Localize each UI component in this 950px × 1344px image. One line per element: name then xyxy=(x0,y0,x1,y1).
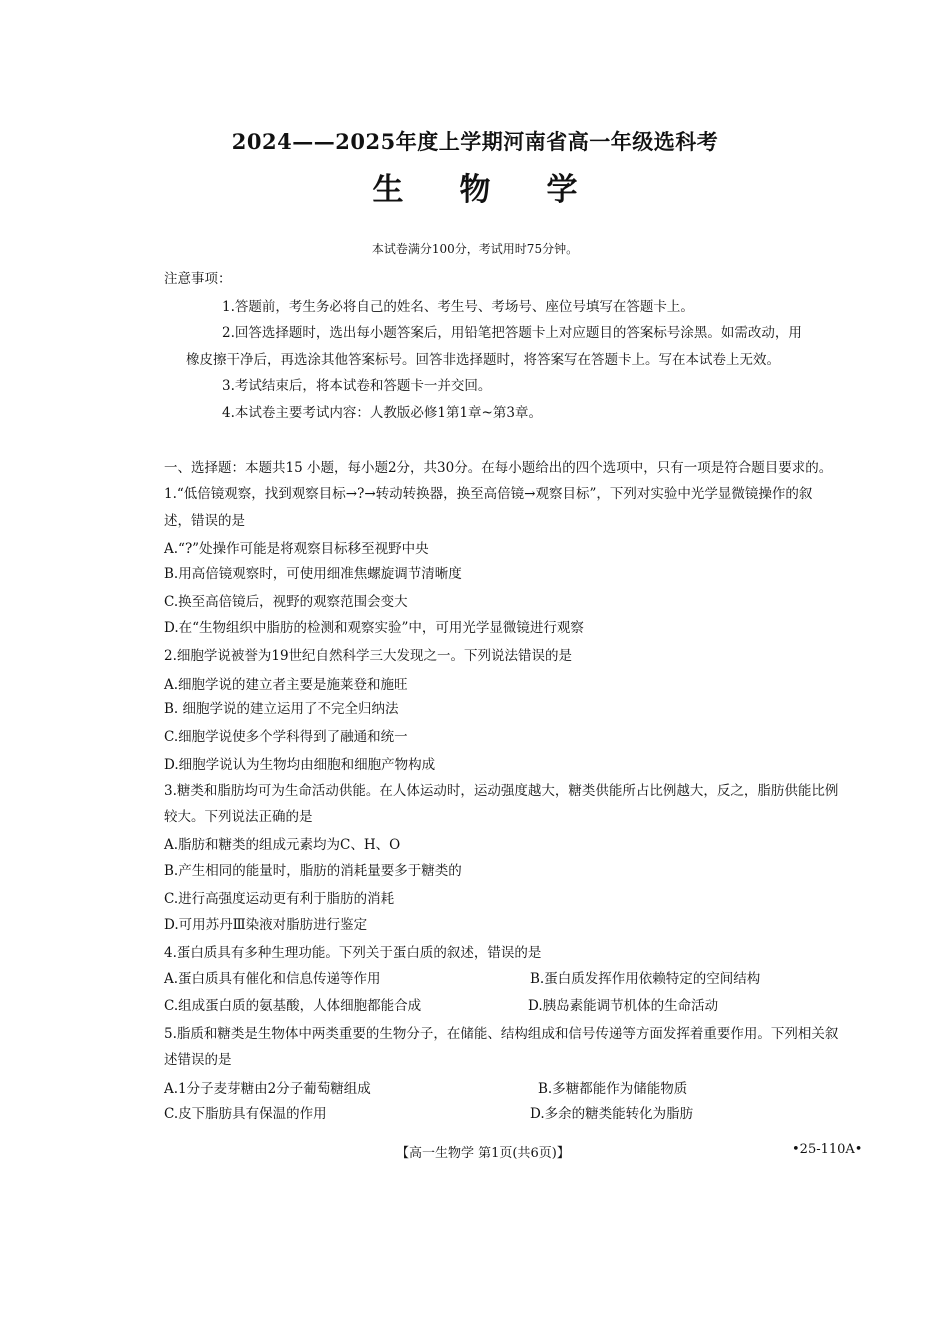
notice-item: 1.答题前，考生务必将自己的姓名、考生号、考场号、座位号填写在答题卡上。 xyxy=(222,299,694,315)
question-stem: 述错误的是 xyxy=(164,1052,232,1068)
exam-intro: 本试卷满分100分，考试用时75分钟。 xyxy=(371,242,579,256)
page-footer: 【高一生物学 第1页(共6页)】 xyxy=(396,1146,570,1161)
option: D.细胞学说认为生物均由细胞和细胞产物构成 xyxy=(164,757,436,773)
option: C.组成蛋白质的氨基酸，人体细胞都能合成 xyxy=(164,998,422,1014)
question-stem: 2.细胞学说被誉为19世纪自然科学三大发现之一。下列说法错误的是 xyxy=(164,648,573,664)
option: B.产生相同的能量时，脂肪的消耗量要多于糖类的 xyxy=(164,863,462,879)
question-stem: 述，错误的是 xyxy=(164,513,245,529)
subject-char: 学 xyxy=(546,172,578,208)
question-stem: 1.“低倍镜观察，找到观察目标→?→转动转换器，换至高倍镜→观察目标”，下列对实验中光学显微镜操作的叙 xyxy=(164,486,813,502)
option: D.在“生物组织中脂肪的检测和观察实验”中，可用光学显微镜进行观察 xyxy=(164,620,584,636)
subject-heading xyxy=(0,164,950,209)
option: B.蛋白质发挥作用依赖特定的空间结构 xyxy=(530,971,761,987)
option: C.细胞学说使多个学科得到了融通和统一 xyxy=(164,729,408,745)
section-heading: 一、选择题：本题共15 小题，每小题2分，共30分。在每小题给出的四个选项中，只有一项是符合题目要求的。 xyxy=(164,460,833,476)
option: D.可用苏丹Ⅲ染液对脂肪进行鉴定 xyxy=(164,917,368,933)
option: A.1分子麦芽糖由2分子葡萄糖组成 xyxy=(164,1081,371,1097)
notice-item: 3.考试结束后，将本试卷和答题卡一并交回。 xyxy=(222,378,492,394)
option: B. 细胞学说的建立运用了不完全归纳法 xyxy=(164,701,399,717)
option: C.换至高倍镜后，视野的观察范围会变大 xyxy=(164,594,408,610)
option: D.多余的糖类能转化为脂肪 xyxy=(530,1106,694,1122)
notice-item: 橡皮擦干净后，再选涂其他答案标号。回答非选择题时，将答案写在答题卡上。写在本试卷上无效。 xyxy=(186,352,780,368)
option: A.“?”处操作可能是将观察目标移至视野中央 xyxy=(164,541,429,557)
exam-title: 2024——2025年度上学期河南省高一年级选科考 xyxy=(231,129,719,154)
notice-item: 4.本试卷主要考试内容：人教版必修1第1章~第3章。 xyxy=(222,405,542,421)
question-stem: 3.糖类和脂肪均可为生命活动供能。在人体运动时，运动强度越大，糖类供能所占比例越大，反之，脂肪供能比例 xyxy=(164,783,839,799)
subject-char: 生 xyxy=(372,172,404,208)
notice-item: 2.回答选择题时，选出每小题答案后，用铅笔把答题卡上对应题目的答案标号涂黑。如需改动，用 xyxy=(222,325,802,341)
subject-char: 物 xyxy=(459,172,491,208)
option: B.多糖都能作为储能物质 xyxy=(538,1081,688,1097)
question-stem: 5.脂质和糖类是生物体中两类重要的生物分子，在储能、结构组成和信号传递等方面发挥着重要作用。下列相关叙 xyxy=(164,1026,839,1042)
option: A.脂肪和糖类的组成元素均为C、H、O xyxy=(164,837,401,853)
question-stem: 4.蛋白质具有多种生理功能。下列关于蛋白质的叙述，错误的是 xyxy=(164,945,542,961)
notice-heading: 注意事项： xyxy=(164,271,232,287)
option: C.进行高强度运动更有利于脂肪的消耗 xyxy=(164,891,395,907)
option: C.皮下脂肪具有保温的作用 xyxy=(164,1106,327,1122)
question-stem: 较大。下列说法正确的是 xyxy=(164,809,313,825)
option: B.用高倍镜观察时，可使用细准焦螺旋调节清晰度 xyxy=(164,566,462,582)
option: A.细胞学说的建立者主要是施莱登和施旺 xyxy=(164,677,408,693)
document-code: •25-110A• xyxy=(792,1142,863,1157)
option: A.蛋白质具有催化和信息传递等作用 xyxy=(164,971,381,987)
option: D.胰岛素能调节机体的生命活动 xyxy=(528,998,719,1014)
